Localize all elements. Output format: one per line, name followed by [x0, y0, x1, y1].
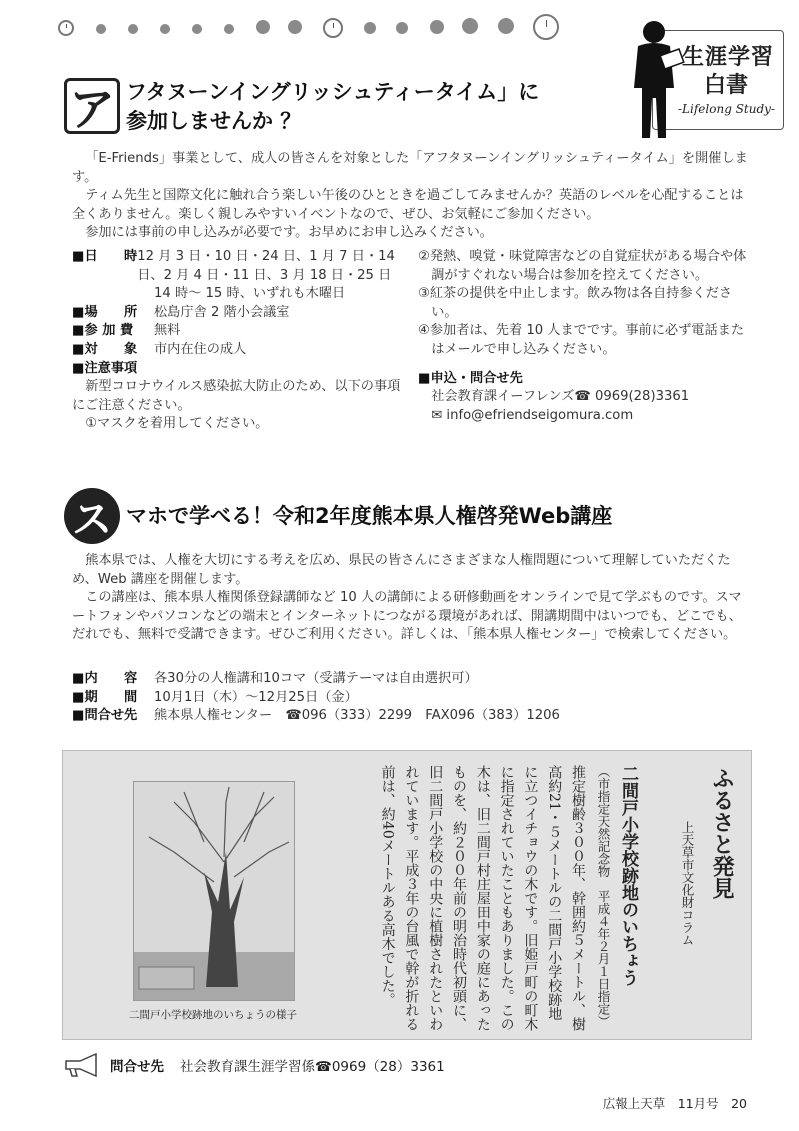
- note-3: ③紅茶の提供を中止します。飲み物は各自持参ください。: [418, 286, 733, 320]
- contact-email: ✉ info@efriendseigomura.com: [431, 407, 634, 423]
- footer-contact-label: 問合せ先: [110, 1059, 164, 1075]
- note-1: ①マスクを着用してください。: [85, 416, 269, 432]
- article2-initial: ス: [64, 488, 120, 544]
- reading-person-icon: [616, 18, 686, 144]
- time-value: 14 時～ 15 時、いずれも木曜日: [154, 286, 346, 302]
- article2-header: [64, 488, 612, 544]
- furusato-series-subtitle: 上天草市文化財コラム: [680, 821, 695, 946]
- article1-initial: ア: [64, 78, 120, 134]
- article1-title: フタヌーンイングリッシュティータイム」に 参加しませんか ？: [126, 80, 540, 133]
- article2-details: ■内 容 各30分の人権講和10コマ（受講テーマは自由選択可） ■期 間 10月1日（木）～12月25日（金） ■問合せ先 熊本県人権センター ☎096（333）2299 FAX096（383）1206: [72, 670, 752, 726]
- contact-tel: 社会教育課イーフレンズ☎ 0969(28)3361: [431, 389, 690, 405]
- article1-header: [64, 78, 539, 136]
- target-value: 市内在住の成人: [154, 341, 247, 357]
- badge-subtitle: -Lifelong Study-: [678, 102, 775, 116]
- article2-title: マホで学べる！令和2年度熊本県人権啓発Web講座: [126, 504, 613, 528]
- photo-caption: 二間戸小学校跡地のいちょうの様子: [129, 1009, 297, 1021]
- badge-title: 生涯学習: [682, 45, 775, 70]
- note-2: ②発熱、嗅覚・味覚障害などの自覚症状がある場合や体調がすぐれない場合は参加を控えてください。: [418, 249, 747, 283]
- column-title: 二間戸小学校跡地のいちょう: [618, 765, 638, 986]
- content-value: 各30分の人権講和10コマ（受講テーマは自由選択可）: [154, 671, 478, 686]
- column-body: 推定樹齢３００年、幹囲約５メートル、樹高約21・５メートルの二間戸小学校跡地に立つイチョウの木です。旧姫戸町の町木に指定されていたこともありました。この木は、旧二間戸村庄屋田中家の庭にあったものを、約２００年前の明治時代初頭に、旧二間戸小学校の中央に植樹されたといわれています。平成３年の台風で幹が折れる前は、約40メートルある高木でした。: [379, 765, 586, 1031]
- clock-icon: [533, 14, 559, 40]
- article1-details-right: ②発熱、嗅覚・味覚障害などの自覚症状がある場合や体調がすぐれない場合は参加を控えてください。 ③紅茶の提供を中止します。飲み物は各自持参ください。 ④参加者は、先着 10 人までです。事前に必ず電話またはメールで申し込みください。 ■申込・問合せ先 社会教育課イーフレンズ☎ 0969(28)3361 ✉ info@efriendseigomura.com: [418, 248, 754, 425]
- note-4: ④参加者は、先着 10 人までです。事前に必ず電話またはメールで申し込みください。: [418, 323, 745, 357]
- place-value: 松島庁舎 2 階小会議室: [154, 304, 290, 320]
- date-value: 12 月 3 日・10 日・24 日、1 月 7 日・14 日、2 月 4 日・11 日、3 月 18 日・25 日: [137, 249, 395, 283]
- column-subtitle: （市指定天然記念物 平成４年２月１日指定）: [596, 765, 611, 1028]
- fee-value: 無料: [154, 323, 181, 339]
- furusato-series-title: ふるさと発見: [709, 767, 735, 899]
- footer-contact: [62, 1052, 445, 1078]
- article2-intro: 熊本県では、人権を大切にする考えを広め、県民の皆さんにさまざまな人権問題について理解していただくため、Web 講座を開催します。 この講座は、熊本県人権関係登録講師など 10 人の講師による研修動画をオンラインで見て学ぶものです。スマートフォンやパソコンなどの端末とインターネットにつながる環境があれば、開講期間中はいつでも、どこでも、だれでも、無料で受講できます。ぜひご利用ください。詳しくは、「熊本県人権センター」で検索してください。: [72, 553, 742, 643]
- footer-contact-value: 社会教育課生涯学習係☎0969（28）3361: [180, 1059, 445, 1075]
- decorative-dots: [58, 14, 598, 42]
- clock-icon: [58, 20, 74, 36]
- clock-icon: [323, 18, 343, 38]
- notes-intro: 新型コロナウイルス感染拡大防止のため、以下の事項にご注意ください。: [72, 379, 401, 413]
- culture-column: [62, 750, 752, 1040]
- article1-intro: 「E-Friends」事業として、成人の皆さんを対象とした「アフタヌーンイングリッシュティータイム」を開催します。 ティム先生と国際文化に触れ合う楽しい午後のひとときを過ごしてみませんか？英語のレベルを心配することは全くありません。楽しく親しみやすいイベントなので、ぜひ、お気軽にご参加ください。 参加には事前の申し込みが必要です。お早めにお申し込みください。: [72, 151, 748, 241]
- page-footer: 広報上天草 11月号 20: [602, 1096, 747, 1111]
- contact-value: 熊本県人権センター ☎096（333）2299 FAX096（383）1206: [154, 708, 560, 724]
- megaphone-icon: [62, 1052, 102, 1078]
- lifelong-study-badge: [612, 18, 784, 130]
- period-value: 10月1日（木）～12月25日（金）: [154, 689, 358, 705]
- ginkgo-tree-photo: [133, 781, 295, 1001]
- badge-title-2: 白書: [704, 73, 749, 98]
- article1-details-left: ■日 時 12 月 3 日・10 日・24 日、1 月 7 日・14 日、2 月 4 日・11 日、3 月 18 日・25 日 14 時～ 15 時、いずれも木曜日 ■場 所 松島庁舎 2 階小会議室 ■参 加 費 無料 ■対 象 市内在住の成人 ■注意事項 新型コロナウイルス感染拡大防止のため、以下の事項にご注意ください。 ①マスクを着用してください。: [72, 248, 412, 434]
